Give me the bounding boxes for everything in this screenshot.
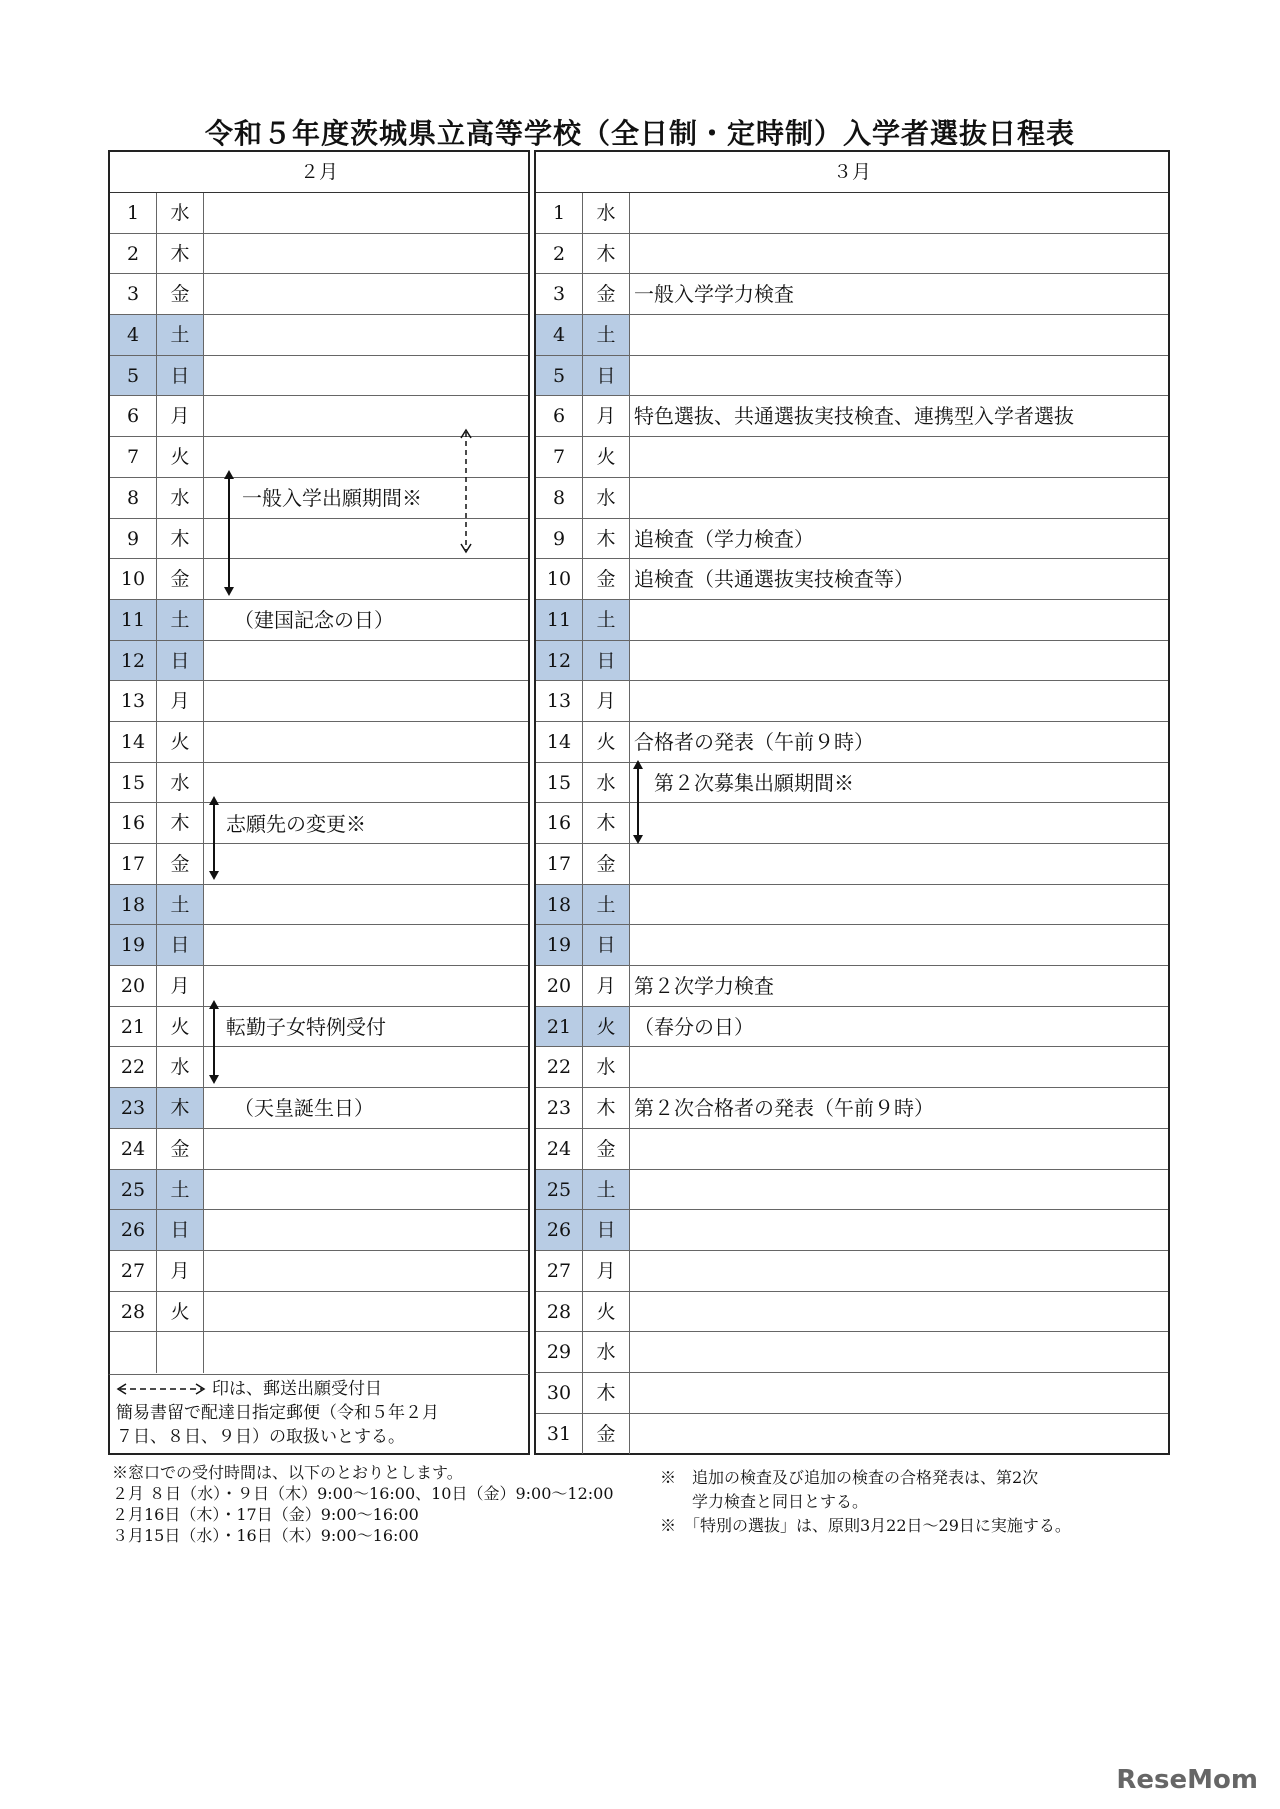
event-cell: [630, 1292, 1168, 1332]
day-number: 19: [110, 925, 157, 965]
weekday: 木: [157, 234, 204, 274]
footnotes-right: [660, 1466, 1071, 1538]
weekday: 月: [157, 396, 204, 436]
event-cell: [630, 478, 1168, 518]
february-day-row: [110, 1332, 528, 1373]
event-cell: [630, 844, 1168, 884]
weekday: 日: [157, 641, 204, 681]
day-number: 14: [536, 722, 583, 762]
february-day-row: [110, 925, 528, 966]
event-cell: [204, 641, 528, 681]
event-cell: [204, 844, 528, 884]
weekday: 火: [583, 437, 630, 477]
weekday: 火: [583, 722, 630, 762]
march-day-row: [536, 1251, 1168, 1292]
weekday: 日: [583, 641, 630, 681]
event-cell: [630, 1129, 1168, 1169]
event-cell: 一般入学学力検査: [634, 282, 794, 307]
weekday: 金: [157, 274, 204, 314]
day-number: 24: [536, 1129, 583, 1169]
day-number: 1: [536, 193, 583, 233]
footnote-left-line: ※窓口での受付時間は、以下のとおりとします。: [112, 1463, 463, 1482]
weekday: 金: [583, 274, 630, 314]
weekday: 木: [583, 519, 630, 559]
dashed-arrow-legend-icon: [116, 1382, 206, 1396]
march-day-row: [536, 1414, 1168, 1455]
weekday: 木: [157, 519, 204, 559]
february-day-row: [110, 1047, 528, 1088]
event-cell: [630, 356, 1168, 396]
event-cell: [204, 437, 528, 477]
day-number: 4: [536, 315, 583, 355]
event-cell: 合格者の発表（午前９時）: [634, 729, 874, 754]
weekday: 金: [583, 844, 630, 884]
note-arrow-label: 印は、郵送出願受付日: [212, 1379, 382, 1399]
footnote-right-line: ※ 「特別の選抜」は、原則3月22日～29日に実施する。: [660, 1516, 1071, 1535]
event-cell: [630, 193, 1168, 233]
day-number: 27: [110, 1251, 157, 1291]
weekday: 月: [157, 681, 204, 721]
event-cell: [204, 966, 528, 1006]
march-day-row: [536, 437, 1168, 478]
event-cell: [204, 681, 528, 721]
february-day-row: [110, 763, 528, 804]
event-cell: [204, 1292, 528, 1332]
day-number: 15: [536, 763, 583, 803]
footnote-right-line: ※ 追加の検査及び追加の検査の合格発表は、第2次: [660, 1468, 1039, 1487]
event-cell: （春分の日）: [634, 1014, 754, 1039]
day-number: 3: [110, 274, 157, 314]
note-line-2: 簡易書留で配達日指定郵便（令和５年２月: [116, 1403, 439, 1423]
event-cell: [204, 763, 528, 803]
day-number: 21: [536, 1007, 583, 1047]
day-number: 6: [110, 396, 157, 436]
day-number: 20: [110, 966, 157, 1006]
event-cell: 第２次合格者の発表（午前９時）: [634, 1096, 934, 1121]
march-day-row: [536, 478, 1168, 519]
february-day-row: [110, 641, 528, 682]
event-cell: [204, 1129, 528, 1169]
general-application-arrow: [222, 470, 236, 596]
day-number: 25: [536, 1170, 583, 1210]
day-number: 27: [536, 1251, 583, 1291]
march-day-row: [536, 274, 1168, 315]
weekday: [157, 1332, 204, 1373]
weekday: 火: [157, 437, 204, 477]
march-day-row: [536, 885, 1168, 926]
event-cell: [204, 722, 528, 762]
day-number: 7: [110, 437, 157, 477]
weekday: 金: [157, 559, 204, 599]
march-day-row: [536, 519, 1168, 560]
day-number: 2: [110, 234, 157, 274]
day-number: 10: [536, 559, 583, 599]
february-header: ２月: [110, 152, 528, 193]
day-number: 6: [536, 396, 583, 436]
day-number: 14: [110, 722, 157, 762]
transfer-special-arrow: [207, 1000, 221, 1084]
february-day-row: [110, 315, 528, 356]
event-cell: [630, 315, 1168, 355]
footnote-left-line: ２月16日（木）・17日（金）9:00～16:00: [112, 1505, 419, 1524]
footnotes-left: [112, 1462, 614, 1546]
event-cell: [630, 1251, 1168, 1291]
event-cell: [204, 1332, 528, 1373]
event-cell: [204, 925, 528, 965]
day-number: 23: [110, 1088, 157, 1128]
march-day-row: [536, 966, 1168, 1007]
event-cell: [630, 925, 1168, 965]
march-day-row: [536, 1007, 1168, 1048]
weekday: 日: [583, 1210, 630, 1250]
march-day-row: [536, 600, 1168, 641]
second-application-arrow: [631, 760, 645, 844]
weekday: 水: [583, 193, 630, 233]
weekday: 土: [157, 600, 204, 640]
february-day-row: [110, 193, 528, 234]
weekday: 水: [157, 193, 204, 233]
march-header: ３月: [536, 152, 1168, 193]
day-number: 24: [110, 1129, 157, 1169]
day-number: 23: [536, 1088, 583, 1128]
march-day-row: [536, 1129, 1168, 1170]
event-cell: （天皇誕生日）: [234, 1096, 374, 1121]
event-cell: [204, 356, 528, 396]
day-number: 21: [110, 1007, 157, 1047]
weekday: 日: [157, 925, 204, 965]
postal-note: [108, 1374, 530, 1455]
weekday: 木: [583, 234, 630, 274]
february-day-row: [110, 844, 528, 885]
event-cell: [204, 1210, 528, 1250]
event-cell: [204, 315, 528, 355]
day-number: 26: [536, 1210, 583, 1250]
event-cell: [204, 396, 528, 436]
weekday: 金: [583, 1129, 630, 1169]
weekday: 火: [157, 1292, 204, 1332]
march-day-row: [536, 1332, 1168, 1373]
event-cell: [204, 1170, 528, 1210]
weekday: 金: [583, 559, 630, 599]
event-cell: [204, 1047, 528, 1087]
weekday: 日: [157, 356, 204, 396]
february-day-row: [110, 966, 528, 1007]
event-cell: [204, 1251, 528, 1291]
february-day-row: [110, 681, 528, 722]
weekday: 木: [583, 1088, 630, 1128]
weekday: 火: [157, 1007, 204, 1047]
weekday: 水: [157, 763, 204, 803]
weekday: 金: [157, 844, 204, 884]
day-number: 8: [536, 478, 583, 518]
weekday: 月: [583, 1251, 630, 1291]
event-cell: [630, 1414, 1168, 1455]
day-number: 2: [536, 234, 583, 274]
weekday: 火: [583, 1292, 630, 1332]
day-number: 31: [536, 1414, 583, 1455]
day-number: 9: [536, 519, 583, 559]
february-day-row: [110, 559, 528, 600]
weekday: 土: [157, 885, 204, 925]
event-cell: [204, 519, 528, 559]
march-calendar: [534, 150, 1170, 1455]
event-cell: [204, 193, 528, 233]
footnote-left-line: ２月 ８日（水）・９日（木）9:00～16:00、10日（金）9:00～12:00: [112, 1484, 614, 1503]
day-number: 9: [110, 519, 157, 559]
weekday: 土: [583, 600, 630, 640]
footnote-right-line: 学力検査と同日とする。: [660, 1492, 869, 1511]
weekday: 水: [583, 763, 630, 803]
march-day-row: [536, 315, 1168, 356]
transfer-special-label: 転勤子女特例受付: [226, 1015, 386, 1039]
event-cell: 第２次学力検査: [634, 974, 774, 999]
day-number: 26: [110, 1210, 157, 1250]
day-number: 10: [110, 559, 157, 599]
weekday: 月: [157, 966, 204, 1006]
event-cell: 特色選抜、共通選抜実技検査、連携型入学者選抜: [634, 404, 1074, 429]
weekday: 日: [583, 356, 630, 396]
march-day-row: [536, 356, 1168, 397]
february-day-row: [110, 1129, 528, 1170]
change-choice-label: 志願先の変更※: [226, 812, 366, 836]
day-number: 5: [110, 356, 157, 396]
day-number: 15: [110, 763, 157, 803]
march-day-row: [536, 1170, 1168, 1211]
change-choice-arrow: [207, 796, 221, 880]
second-application-label: 第２次募集出願期間※: [654, 771, 854, 795]
march-day-row: [536, 1292, 1168, 1333]
footnote-left-line: ３月15日（水）・16日（木）9:00～16:00: [112, 1526, 419, 1545]
february-day-row: [110, 234, 528, 275]
event-cell: [204, 274, 528, 314]
day-number: 16: [110, 803, 157, 843]
weekday: 水: [583, 478, 630, 518]
event-cell: [204, 885, 528, 925]
march-day-row: [536, 559, 1168, 600]
march-day-row: [536, 234, 1168, 275]
march-day-row: [536, 641, 1168, 682]
day-number: 7: [536, 437, 583, 477]
postal-application-dashed-arrow: [459, 428, 473, 554]
day-number: 18: [536, 885, 583, 925]
february-calendar: [108, 150, 530, 1455]
event-cell: [204, 234, 528, 274]
february-day-row: [110, 1251, 528, 1292]
weekday: 月: [583, 681, 630, 721]
weekday: 水: [583, 1332, 630, 1372]
day-number: 28: [536, 1292, 583, 1332]
weekday: 金: [583, 1414, 630, 1455]
february-day-row: [110, 1170, 528, 1211]
february-day-row: [110, 1292, 528, 1333]
day-number: 29: [536, 1332, 583, 1372]
weekday: 月: [583, 396, 630, 436]
february-day-row: [110, 722, 528, 763]
event-cell: [630, 1373, 1168, 1413]
weekday: 火: [583, 1007, 630, 1047]
event-cell: [630, 1332, 1168, 1372]
weekday: 日: [583, 925, 630, 965]
day-number: 11: [536, 600, 583, 640]
event-cell: [204, 559, 528, 599]
event-cell: 追検査（共通選抜実技検査等）: [634, 567, 914, 592]
february-day-row: [110, 600, 528, 641]
february-day-row: [110, 1088, 528, 1129]
february-day-row: [110, 274, 528, 315]
march-day-row: [536, 1088, 1168, 1129]
day-number: 16: [536, 803, 583, 843]
march-day-row: [536, 925, 1168, 966]
event-cell: [630, 234, 1168, 274]
day-number: 17: [536, 844, 583, 884]
day-number: 11: [110, 600, 157, 640]
event-cell: [630, 803, 1168, 843]
day-number: 8: [110, 478, 157, 518]
march-day-row: [536, 1210, 1168, 1251]
day-number: 19: [536, 925, 583, 965]
general-application-label: 一般入学出願期間※: [242, 486, 422, 510]
weekday: 土: [583, 1170, 630, 1210]
february-day-row: [110, 885, 528, 926]
february-day-row: [110, 356, 528, 397]
february-day-row: [110, 1210, 528, 1251]
day-number: 4: [110, 315, 157, 355]
weekday: 日: [157, 1210, 204, 1250]
weekday: 金: [157, 1129, 204, 1169]
weekday: 木: [583, 1373, 630, 1413]
day-number: 12: [110, 641, 157, 681]
day-number: [110, 1332, 157, 1373]
event-cell: （建国記念の日）: [234, 607, 394, 632]
weekday: 土: [583, 315, 630, 355]
day-number: 20: [536, 966, 583, 1006]
march-day-row: [536, 396, 1168, 437]
march-day-row: [536, 1047, 1168, 1088]
weekday: 土: [157, 1170, 204, 1210]
note-line-3: ７日、８日、９日）の取扱いとする。: [116, 1427, 405, 1447]
weekday: 水: [157, 478, 204, 518]
weekday: 月: [583, 966, 630, 1006]
day-number: 13: [110, 681, 157, 721]
march-day-row: [536, 844, 1168, 885]
event-cell: 追検査（学力検査）: [634, 526, 814, 551]
weekday: 水: [157, 1047, 204, 1087]
event-cell: [630, 641, 1168, 681]
day-number: 5: [536, 356, 583, 396]
watermark-logo: ReseMom: [1116, 1765, 1258, 1795]
weekday: 木: [583, 803, 630, 843]
march-day-row: [536, 1373, 1168, 1414]
event-cell: [630, 1170, 1168, 1210]
event-cell: [630, 437, 1168, 477]
march-day-row: [536, 722, 1168, 763]
event-cell: [630, 885, 1168, 925]
day-number: 18: [110, 885, 157, 925]
page-title: 令和５年度茨城県立高等学校（全日制・定時制）入学者選抜日程表: [204, 117, 1075, 150]
day-number: 30: [536, 1373, 583, 1413]
day-number: 1: [110, 193, 157, 233]
day-number: 25: [110, 1170, 157, 1210]
event-cell: [630, 600, 1168, 640]
day-number: 3: [536, 274, 583, 314]
day-number: 22: [536, 1047, 583, 1087]
weekday: 木: [157, 803, 204, 843]
march-day-row: [536, 681, 1168, 722]
day-number: 13: [536, 681, 583, 721]
weekday: 月: [157, 1251, 204, 1291]
weekday: 木: [157, 1088, 204, 1128]
weekday: 火: [157, 722, 204, 762]
day-number: 28: [110, 1292, 157, 1332]
weekday: 水: [583, 1047, 630, 1087]
event-cell: [630, 1210, 1168, 1250]
day-number: 17: [110, 844, 157, 884]
day-number: 12: [536, 641, 583, 681]
event-cell: [630, 681, 1168, 721]
weekday: 土: [583, 885, 630, 925]
march-day-row: [536, 193, 1168, 234]
day-number: 22: [110, 1047, 157, 1087]
weekday: 土: [157, 315, 204, 355]
event-cell: [630, 1047, 1168, 1087]
